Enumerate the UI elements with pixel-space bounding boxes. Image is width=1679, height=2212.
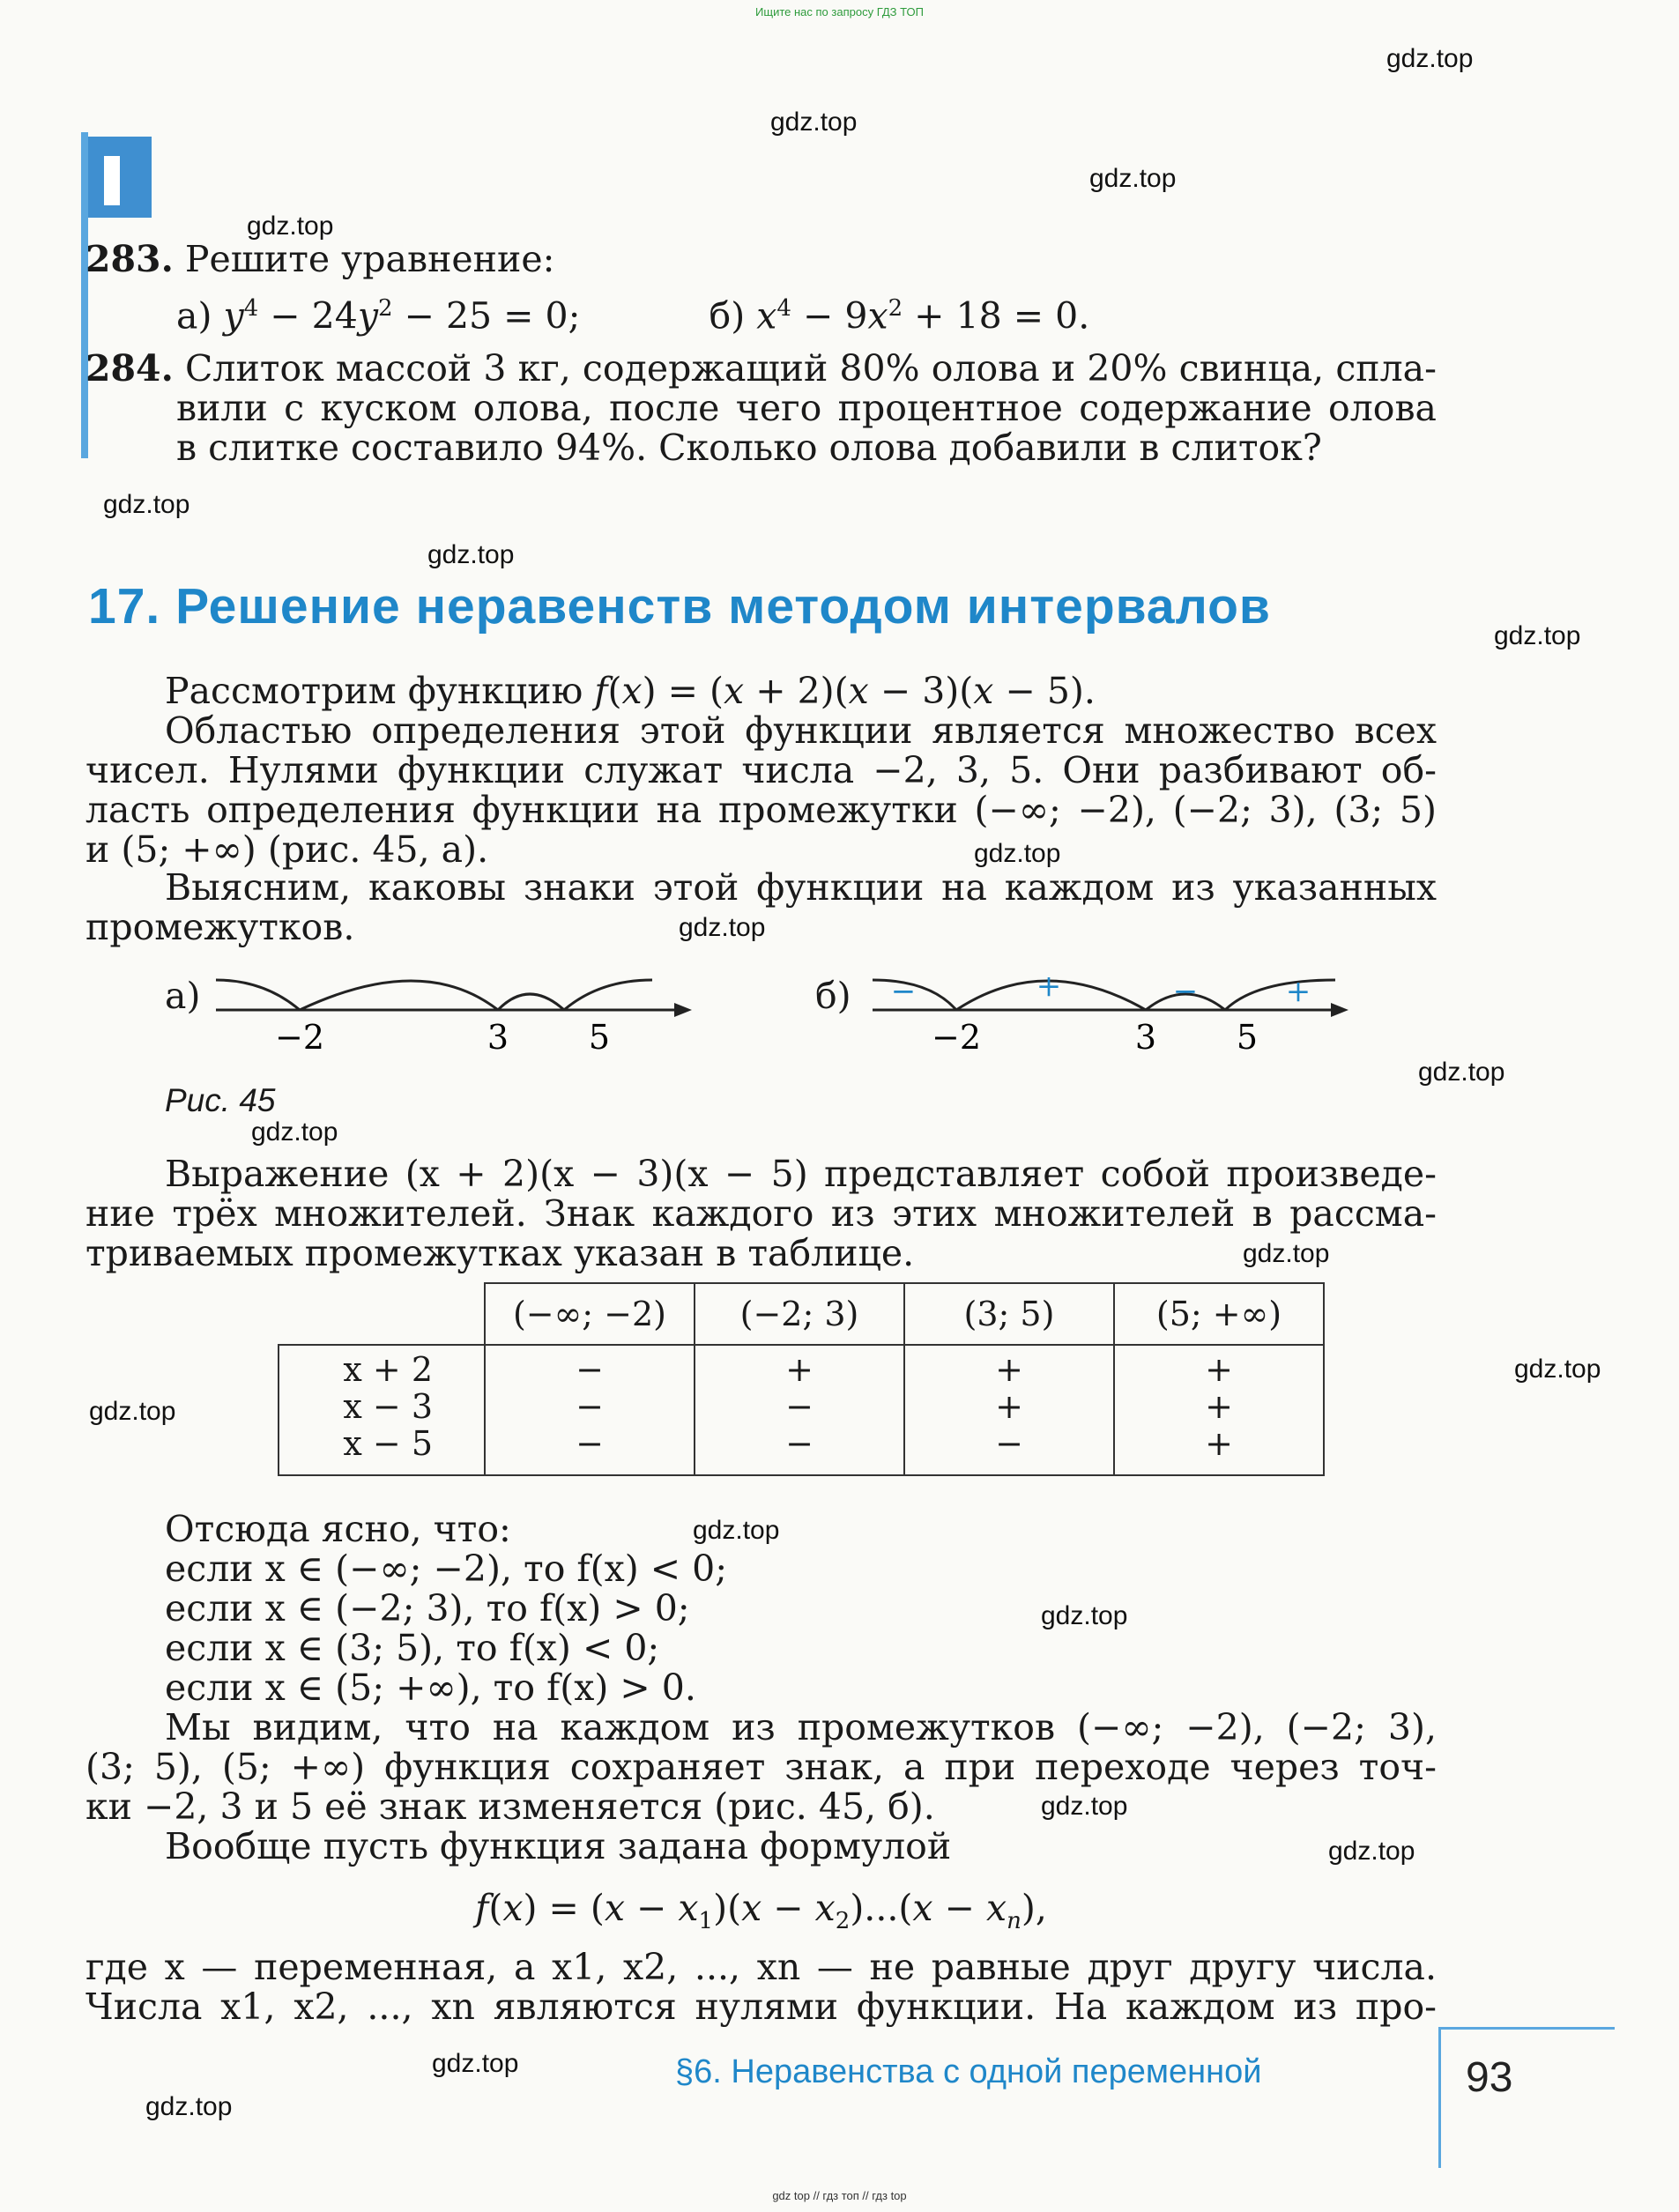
tick-label: 5 [588,1018,611,1057]
paragraph-line: Отсюда ясно, что: [165,1508,511,1550]
case-line: если x ∈ (−2; 3), то f(x) > 0; [165,1587,690,1629]
paragraph: Рассмотрим функцию f(x) = (x + 2)(x − 3)(x − 5). [165,670,1096,712]
top-banner: Ищите нас по запросу ГДЗ ТОП [755,5,924,19]
paragraph-line: Областью определения этой функции является множество всех [165,709,1437,752]
table-header: (−2; 3) [695,1283,904,1345]
figure-label-b: б) [815,975,851,1017]
case-line: если x ∈ (5; +∞), то f(x) > 0. [165,1666,696,1709]
watermark: gdz.top [1089,164,1177,193]
paragraph-line: (3; 5), (5; +∞) функция сохраняет знак, а при переходе через точ- [85,1746,1437,1788]
footer-section-title: §6. Неравенства с одной переменной [675,2053,1262,2090]
paragraph-line: ние трёх множителей. Знак каждого из этих множителей в рассма- [85,1192,1437,1235]
exercise-marker-icon [83,137,152,218]
tick-label: 5 [1236,1018,1259,1057]
paragraph-line: Выражение (x + 2)(x − 3)(x − 5) представляет собой произведе- [165,1153,1437,1195]
tick-label: 3 [1134,1018,1157,1057]
task-283-heading: 283. Решите уравнение: [85,238,555,280]
sign-column: + + − [904,1345,1114,1475]
figure-45a-number-line [212,961,705,1058]
figure-caption: Рис. 45 [165,1082,276,1118]
watermark: gdz.top [974,839,1061,868]
watermark: gdz.top [679,913,766,942]
task-284-line: вили с куском олова, после чего процентное содержание олова [176,387,1437,429]
section-title: 17. Решение неравенств методом интервалов [88,578,1271,635]
sign-label: + [1036,969,1062,1004]
watermark: gdz.top [1418,1058,1505,1087]
watermark: gdz.top [1328,1837,1415,1866]
sign-label: − [1172,974,1199,1009]
sign-column: + − − [695,1345,904,1475]
watermark: gdz.top [103,490,190,519]
watermark: gdz.top [770,108,858,137]
tick-label: 3 [487,1018,509,1057]
watermark: gdz.top [89,1397,176,1426]
sign-label: + [1285,974,1311,1009]
paragraph-line: Выясним, каковы знаки этой функции на каждом из указанных [165,866,1437,909]
figure-label-a: а) [165,975,201,1017]
footer-divider [1438,2027,1615,2030]
general-formula: $f(x) = (x - x_1)(x - x_2)...(x - x_n)$, [475,1887,1047,1935]
watermark: gdz.top [432,2049,519,2078]
row-labels: x + 2 x − 3 x − 5 [279,1345,485,1475]
paragraph-line: триваемых промежутках указан в таблице. [85,1232,915,1274]
figure-45b-number-line [868,961,1362,1058]
bottom-banner: gdz top // гдз топ // гдз top [772,2189,907,2202]
paragraph-line: Числа x1, x2, ..., xn являются нулями функции. На каждом из про- [85,1986,1437,2028]
footer-divider [1438,2027,1441,2168]
watermark: gdz.top [1514,1355,1601,1384]
watermark: gdz.top [247,212,334,241]
watermark: gdz.top [1386,44,1474,73]
paragraph-line: Мы видим, что на каждом из промежутков (−∞; −2), (−2; 3), [165,1706,1437,1748]
table-header: (−∞; −2) [485,1283,695,1345]
watermark: gdz.top [693,1516,780,1545]
watermark: gdz.top [1041,1601,1128,1630]
table-header: (3; 5) [904,1283,1114,1345]
paragraph-line: ки −2, 3 и 5 её знак изменяется (рис. 45, б). [85,1785,935,1828]
watermark: gdz.top [1494,621,1581,650]
page-number: 93 [1466,2054,1513,2101]
sign-table [278,1282,1325,1476]
paragraph-line: промежутков. [85,906,355,948]
tick-label: −2 [274,1018,325,1057]
sign-label: − [890,974,917,1009]
watermark: gdz.top [427,540,515,569]
task-284-line: 284. Слиток массой 3 кг, содержащий 80% олова и 20% свинца, спла- [85,347,1437,390]
watermark: gdz.top [1041,1792,1128,1821]
paragraph-line: и (5; +∞) (рис. 45, а). [85,828,489,871]
case-line: если x ∈ (3; 5), то f(x) < 0; [165,1627,660,1669]
paragraph-line: где x — переменная, а x1, x2, ..., xn — не равные друг другу числа. [85,1946,1437,1988]
tick-label: −2 [931,1018,982,1057]
paragraph-line: ласть определения функции на промежутки (−∞; −2), (−2; 3), (3; 5) [85,789,1437,831]
watermark: gdz.top [251,1117,338,1147]
paragraph-line: Вообще пусть функция задана формулой [165,1825,952,1867]
watermark: gdz.top [1243,1239,1330,1268]
paragraph-line: чисел. Нулями функции служат числа −2, 3, 5. Они разбивают об- [85,749,1437,791]
task-284-line: в слитке составило 94%. Сколько олова добавили в слиток? [176,427,1322,469]
watermark: gdz.top [145,2092,233,2121]
sign-column: + + + [1114,1345,1324,1475]
table-header: (5; +∞) [1114,1283,1324,1345]
sign-column: − − − [485,1345,695,1475]
case-line: если x ∈ (−∞; −2), то f(x) < 0; [165,1548,728,1590]
exercise-sidebar [81,132,88,458]
task-283-equations: а) $y^4 - 24y^2 - 25 = 0$; б) $x^4 - 9x^2 + 18 = 0$. [176,294,1090,338]
